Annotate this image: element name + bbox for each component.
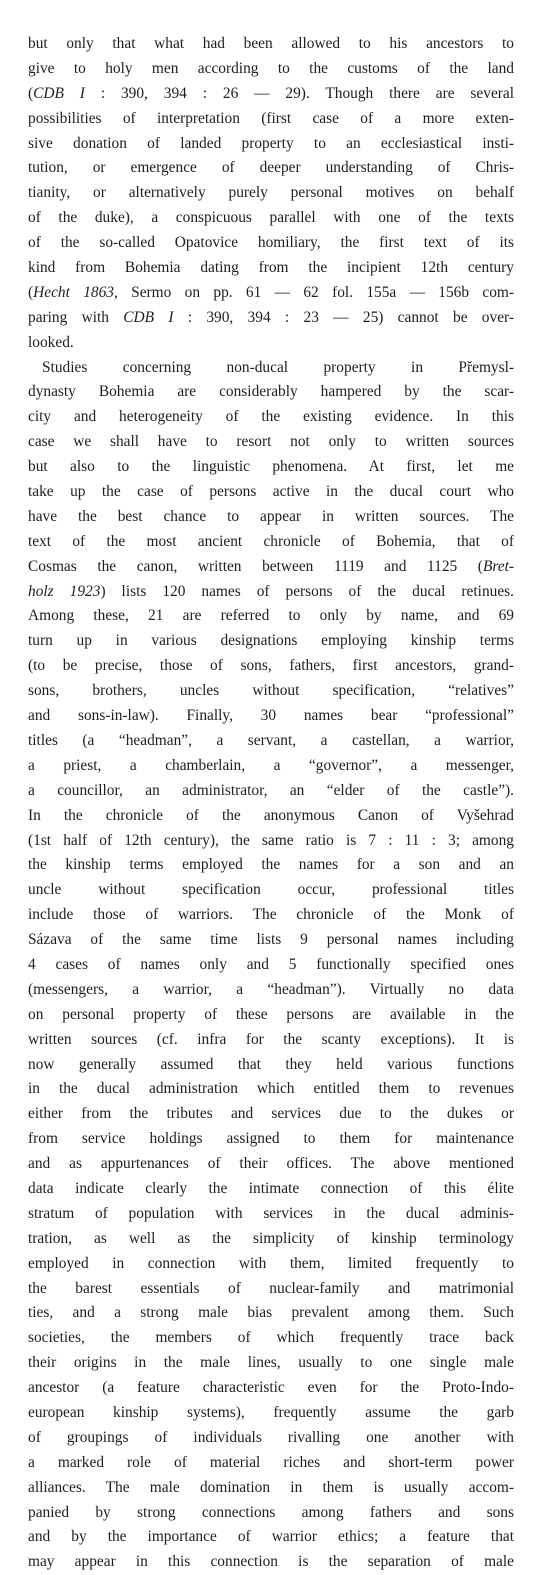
text-line: case we shall have to resort not only to written sources [28, 433, 514, 451]
text-line: 4 cases of names only and 5 functionally specified ones [28, 955, 514, 973]
text-line: on personal property of these persons are available in the [28, 1005, 514, 1023]
text-line: from service holdings assigned to them for maintenance [28, 1130, 514, 1148]
text-line: (Hecht 1863, Sermo on pp. 61 — 62 fol. 155a — 156b com- [28, 283, 514, 301]
text-line: ties, and a strong male bias prevalent among them. Such [28, 1304, 514, 1322]
text-line: dynasty Bohemia are considerably hampered by the scar- [28, 383, 514, 401]
text-line: sive donation of landed property to an ecclesiastical insti- [28, 134, 514, 152]
text-line: and as appurtenances of their offices. The above mentioned [28, 1155, 514, 1173]
text-line: (to be precise, those of sons, fathers, first ancestors, grand- [28, 657, 514, 675]
text-line: paring with CDB I : 390, 394 : 23 — 25) cannot be over- [28, 308, 514, 326]
text-line: written sources (cf. infra for the scanty exceptions). It is [28, 1030, 514, 1048]
text-line: possibilities of interpretation (first case of a more exten- [28, 109, 514, 127]
text-line: ancestor (a feature characteristic even for the Proto-Indo- [28, 1379, 514, 1397]
text-line: but also to the linguistic phenomena. At first, let me [28, 458, 514, 476]
text-line: their origins in the male lines, usually to one single male [28, 1354, 514, 1372]
text-line: either from the tributes and services due to the dukes or [28, 1105, 514, 1123]
text-line: may appear in this connection is the separation of male [28, 1553, 514, 1571]
text-line: alliances. The male domination in them is usually accom- [28, 1478, 514, 1496]
text-line: (messengers, a warrior, a “headman”). Virtually no data [28, 980, 514, 998]
text-line: a marked role of material riches and short-term power [28, 1453, 514, 1471]
text-line: of groupings of individuals rivalling one another with [28, 1428, 514, 1446]
text-line: In the chronicle of the anonymous Canon of Vyšehrad [28, 806, 514, 824]
body-text [28, 32, 514, 1575]
text-line: but only that what had been allowed to his ancestors to [28, 35, 514, 52]
paragraph [28, 356, 514, 1575]
text-line: the barest essentials of nuclear-family and matrimonial [28, 1279, 514, 1297]
text-line: european kinship systems), frequently assume the garb [28, 1403, 514, 1421]
text-line: in the ducal administration which entitled them to revenues [28, 1080, 514, 1098]
text-line: Among these, 21 are referred to only by name, and 69 [28, 607, 514, 625]
text-line: societies, the members of which frequently trace back [28, 1329, 514, 1347]
text-line: Studies concerning non-ducal property in Přemysl- [42, 358, 514, 376]
text-line: give to holy men according to the customs of the land [28, 59, 514, 77]
text-line: include those of warriors. The chronicle of the Monk of [28, 906, 514, 924]
text-line: kind from Bohemia dating from the incipient 12th century [28, 259, 514, 277]
text-line: and sons-in-law). Finally, 30 names bear “professional” [28, 707, 514, 725]
text-line: Cosmas the canon, written between 1119 and 1125 (Bret- [28, 557, 514, 575]
text-line: of the duke), a conspicuous parallel with one of the texts [28, 209, 514, 227]
paragraph [28, 32, 514, 356]
text-line: (1st half of 12th century), the same ratio is 7 : 11 : 3; among [28, 831, 514, 849]
document-page [28, 32, 514, 1575]
text-line: Sázava of the same time lists 9 personal names including [28, 931, 514, 949]
text-line: uncle without specification occur, professional titles [28, 881, 514, 899]
text-line: tration, as well as the simplicity of kinship terminology [28, 1229, 514, 1247]
text-line: looked. [28, 333, 74, 351]
text-line: have the best chance to appear in written sources. The [28, 507, 514, 525]
text-line: tution, or emergence of deeper understanding of Chris- [28, 159, 514, 177]
text-line: a councillor, an administrator, an “elder of the castle”). [28, 781, 514, 799]
text-line: titles (a “headman”, a servant, a castellan, a warrior, [28, 731, 514, 749]
text-line: (CDB I : 390, 394 : 26 — 29). Though there are several [28, 84, 515, 102]
text-line: holz 1923) lists 120 names of persons of the ducal retinues. [28, 582, 515, 600]
text-line: now generally assumed that they held various functions [28, 1055, 514, 1073]
text-line: turn up in various designations employing kinship terms [28, 632, 514, 650]
text-line: stratum of population with services in the ducal adminis- [28, 1204, 514, 1222]
text-line: and by the importance of warrior ethics; a feature that [28, 1528, 514, 1546]
text-line: take up the case of persons active in the ducal court who [28, 483, 514, 501]
text-line: panied by strong connections among fathers and sons [28, 1503, 514, 1521]
text-line: a priest, a chamberlain, a “governor”, a messenger, [28, 756, 514, 774]
text-line: sons, brothers, uncles without specification, “relatives” [28, 682, 514, 700]
text-line: city and heterogeneity of the existing evidence. In this [28, 408, 514, 426]
text-line: tianity, or alternatively purely personal motives on behalf [28, 184, 514, 202]
text-line: employed in connection with them, limited frequently to [28, 1254, 514, 1272]
text-line: the kinship terms employed the names for a son and an [28, 856, 514, 874]
text-line: text of the most ancient chronicle of Bohemia, that of [28, 532, 514, 550]
text-line: of the so-called Opatovice homiliary, the first text of its [28, 234, 514, 252]
text-line: data indicate clearly the intimate connection of this élite [28, 1179, 514, 1197]
